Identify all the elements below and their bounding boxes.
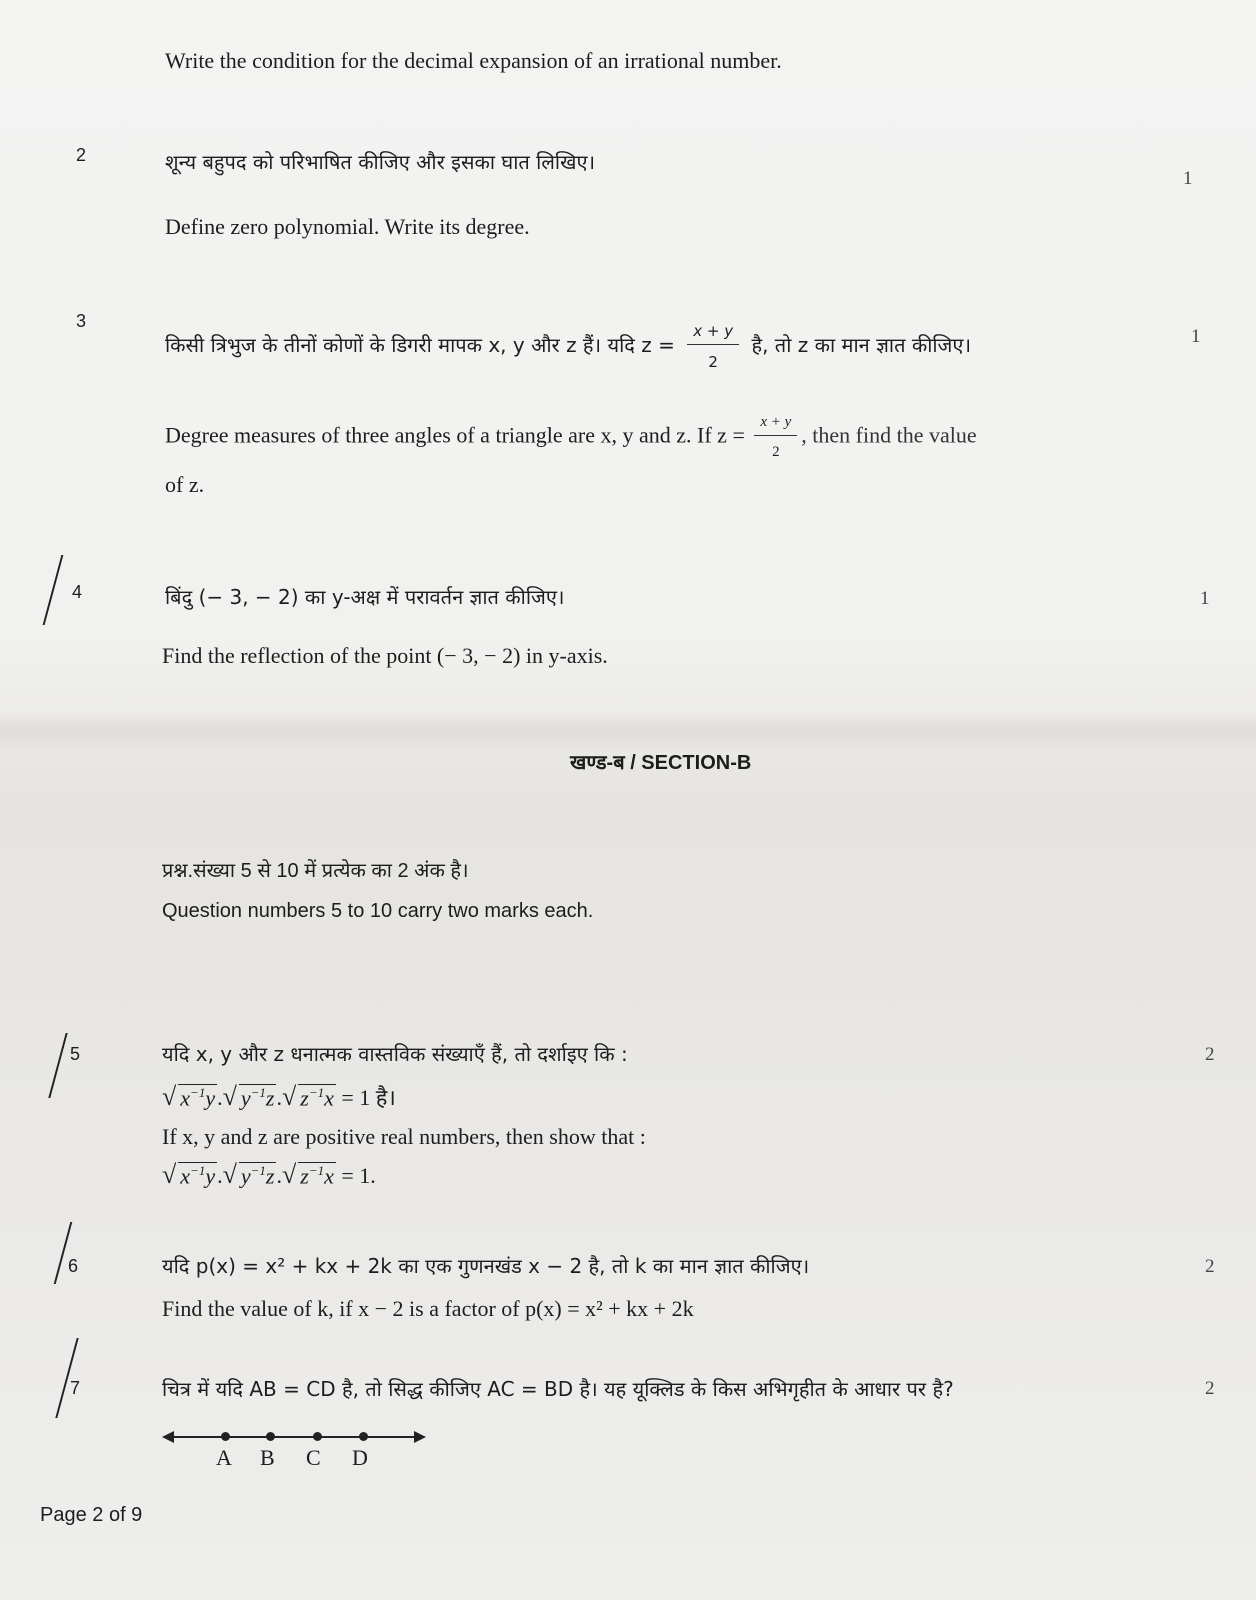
q5-english-expression: √ $x^{-1}y.√$ $y^{-1}z.√$ $z^{-1}x = 1$.	[162, 1160, 376, 1189]
q5-marks: 2	[1205, 1044, 1215, 1065]
q3-number: 3	[76, 311, 87, 331]
q3-hindi	[165, 322, 971, 371]
q4-marks: 1	[1200, 588, 1210, 609]
point-label-d: D	[352, 1445, 368, 1470]
q4-hindi: बिंदु (− 3, − 2) का y-अक्ष में परावर्तन ज्ञात कीजिए।	[165, 585, 565, 609]
point-label-c: C	[306, 1445, 321, 1470]
point-c-dot	[313, 1432, 322, 1441]
q5-english: If x, y and z are positive real numbers, then show that :	[162, 1124, 646, 1149]
fraction-denominator: 2	[708, 353, 718, 371]
point-label-b: B	[260, 1445, 275, 1470]
point-b-dot	[266, 1432, 275, 1441]
q5-hindi: यदि x, y और z धनात्मक वास्तविक संख्याएँ हैं, तो दर्शाइए कि :	[162, 1042, 628, 1066]
pen-tick-mark	[43, 555, 64, 625]
point-a-dot	[221, 1432, 230, 1441]
q3-marks: 1	[1191, 326, 1201, 347]
q5-hindi-expr-suffix: = 1 है।	[341, 1085, 396, 1110]
fraction-numerator: x + y	[687, 322, 739, 345]
q5-english-expr-suffix: = 1.	[341, 1163, 376, 1188]
q7-marks: 2	[1205, 1378, 1215, 1399]
section-b-english-instruction: Question numbers 5 to 10 carry two marks each.	[162, 900, 594, 922]
point-label-a: A	[216, 1445, 232, 1470]
q4-number: 4	[72, 582, 83, 602]
q3-english-fraction	[754, 414, 797, 461]
q4-english: Find the reflection of the point (− 3, − 2) in y-axis.	[162, 643, 608, 668]
paper-crease	[0, 712, 1256, 752]
q3-hindi-before: किसी त्रिभुज के तीनों कोणों के डिगरी मापक x, y और z हैं। यदि z =	[165, 333, 675, 357]
arrow-left-icon	[162, 1431, 174, 1443]
q3-english-before: Degree measures of three angles of a triangle are x, y and z. If z =	[165, 422, 745, 448]
q7-hindi: चित्र में यदि AB = CD है, तो सिद्ध कीजिए AC = BD है। यह यूक्लिड के किस अभिगृहीत के आधार पर है?	[162, 1377, 954, 1401]
pen-tick-mark	[48, 1033, 67, 1098]
section-b-hindi-instruction: प्रश्न.संख्या 5 से 10 में प्रत्येक का 2 अंक है।	[162, 860, 469, 882]
fraction-denominator: 2	[772, 444, 780, 460]
q2-hindi: शून्य बहुपद को परिभाषित कीजिए और इसका घात लिखिए।	[165, 150, 596, 174]
fraction-numerator: x + y	[754, 414, 797, 436]
q6-hindi: यदि p(x) = x² + kx + 2k का एक गुणनखंड x − 2 है, तो k का मान ज्ञात कीजिए।	[162, 1254, 810, 1278]
q2-english: Define zero polynomial. Write its degree.	[165, 214, 530, 239]
q1-english: Write the condition for the decimal expansion of an irrational number.	[165, 48, 782, 73]
q6-english: Find the value of k, if x − 2 is a factor of p(x) = x² + kx + 2k	[162, 1296, 694, 1321]
q5-hindi-expression: √ $x^{-1}y.√$ $y^{-1}z.√$ $z^{-1}x = 1$ है।	[162, 1082, 396, 1111]
q3-english-after: , then find the value	[801, 422, 977, 448]
q5-number: 5	[70, 1044, 81, 1064]
q3-hindi-fraction	[687, 322, 739, 371]
line-segment	[165, 1436, 420, 1438]
arrow-right-icon	[414, 1431, 426, 1443]
section-b-heading: खण्ड-ब / SECTION-B	[570, 752, 752, 774]
point-d-dot	[359, 1432, 368, 1441]
q3-english-continued: of z.	[165, 472, 205, 497]
q3-hindi-after: है, तो z का मान ज्ञात कीजिए।	[751, 333, 972, 357]
q2-marks: 1	[1183, 168, 1193, 189]
page-footer: Page 2 of 9	[40, 1504, 143, 1526]
q6-marks: 2	[1205, 1256, 1215, 1277]
q3-english	[165, 414, 977, 461]
q2-number: 2	[76, 145, 87, 165]
q7-number: 7	[70, 1378, 81, 1398]
q6-number: 6	[68, 1256, 79, 1276]
